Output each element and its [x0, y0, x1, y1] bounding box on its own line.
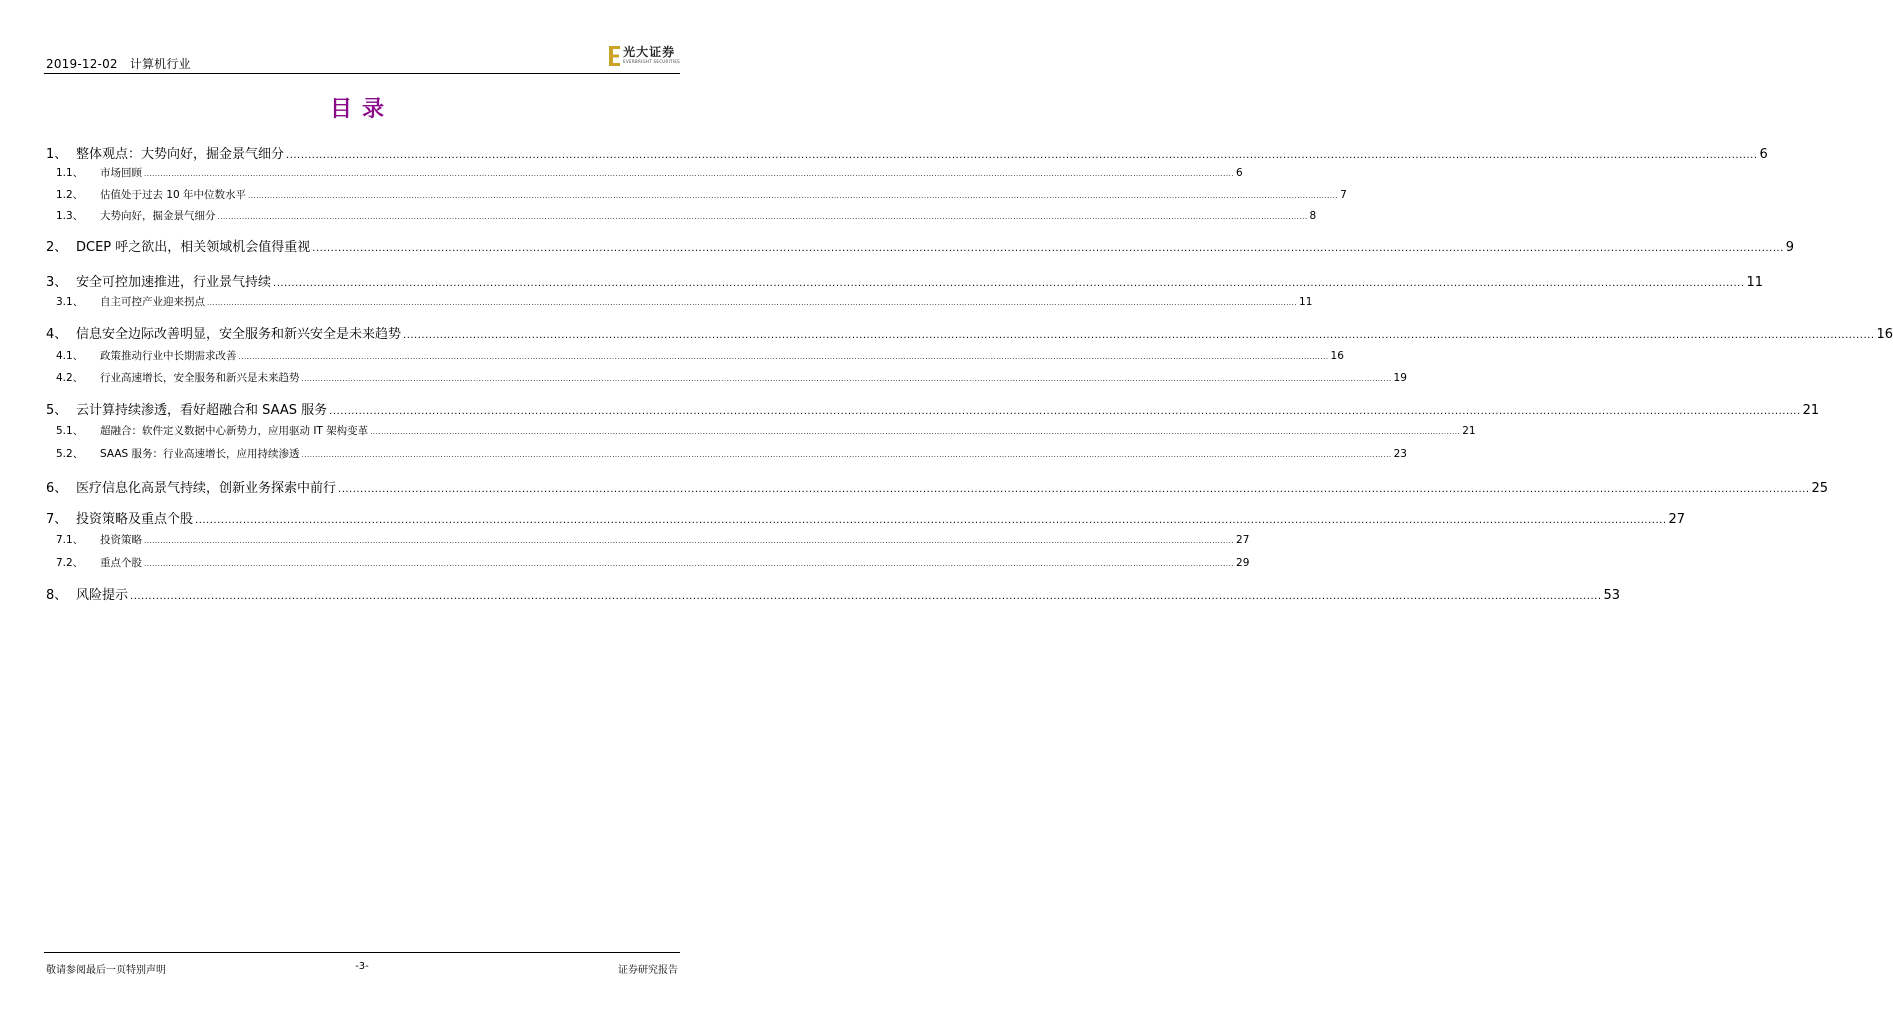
page-footer: [44, 952, 680, 978]
toc-entry-number: 6、: [46, 481, 68, 496]
toc-subentry[interactable]: [44, 532, 1250, 547]
toc-entry-title: 医疗信息化高景气持续，创新业务探索中前行: [76, 481, 337, 496]
toc-entry-page: 27: [1236, 534, 1250, 546]
toc-dot-leader: ................................................................................................................................................................................................................................................................................................................................................................................................................: [312, 243, 1784, 254]
toc-dot-leader: ................................................................................................................................................................................................................................................................................................................................................................................................................: [130, 591, 1602, 602]
toc-entry-title: 超融合：软件定义数据中心新势力，应用驱动 IT 架构变革: [100, 425, 369, 437]
toc-subentry[interactable]: [44, 446, 1407, 461]
toc-dot-leader: ................................................................................................................................................................................................................................................................................................................................................................................................................: [144, 170, 1235, 178]
toc-dot-leader: ................................................................................................................................................................................................................................................................................................................................................................................................................: [329, 406, 1801, 417]
toc-entry-number: 1、: [46, 147, 68, 162]
toc-entry-title: 投资策略: [100, 534, 142, 546]
toc-dot-leader: ................................................................................................................................................................................................................................................................................................................................................................................................................: [144, 537, 1235, 545]
toc-subentry[interactable]: [44, 423, 1476, 438]
toc-entry-number: 5.1、: [56, 425, 84, 437]
toc-dot-leader: ................................................................................................................................................................................................................................................................................................................................................................................................................: [403, 330, 1875, 341]
toc-entry-title: 信息安全边际改善明显，安全服务和新兴安全是未来趋势: [76, 327, 402, 342]
toc-entry-number: 1.1、: [56, 167, 84, 179]
toc-dot-leader: ................................................................................................................................................................................................................................................................................................................................................................................................................: [238, 353, 1329, 361]
toc-entry-page: 6: [1236, 167, 1243, 179]
toc-entry-title: 政策推动行业中长期需求改善: [100, 350, 237, 362]
toc-entry-number: 4.1、: [56, 350, 84, 362]
toc-entry-number: 3.1、: [56, 296, 84, 308]
toc-entry-page: 16: [1330, 350, 1344, 362]
toc-dot-leader: ................................................................................................................................................................................................................................................................................................................................................................................................................: [338, 484, 1810, 495]
toc-entry-number: 7.1、: [56, 534, 84, 546]
company-logo: [609, 46, 680, 68]
toc-entry-page: 53: [1603, 588, 1621, 603]
toc-entry-title: 大势向好，掘金景气细分: [100, 210, 216, 222]
header-divider: [44, 73, 680, 74]
toc-dot-leader: ................................................................................................................................................................................................................................................................................................................................................................................................................: [301, 451, 1392, 459]
toc-entry-number: 5、: [46, 403, 68, 418]
toc-entry-title: 云计算持续渗透，看好超融合和 SAAS 服务: [76, 403, 328, 418]
header-date: 2019-12-02: [46, 57, 118, 71]
toc-entry-number: 1.3、: [56, 210, 84, 222]
toc-entry-page: 27: [1668, 512, 1686, 527]
logo-mark-icon: [609, 46, 620, 66]
toc-entry-number: 1.2、: [56, 189, 84, 201]
toc-subentry[interactable]: [44, 555, 1250, 570]
toc-entry-page: 16: [1876, 327, 1893, 342]
toc-entry-page: 19: [1393, 372, 1407, 384]
page-header: [44, 44, 680, 74]
toc-entry[interactable]: [44, 477, 1829, 496]
toc-entry-page: 21: [1462, 425, 1476, 437]
toc-entry-title: 整体观点：大势向好，掘金景气细分: [76, 147, 285, 162]
toc-entry-title: 估值处于过去 10 年中位数水平: [100, 189, 247, 201]
toc-subentry[interactable]: [44, 165, 1243, 180]
toc-entry[interactable]: [44, 584, 1621, 603]
toc-entry-page: 25: [1811, 481, 1829, 496]
toc-entry-number: 4、: [46, 327, 68, 342]
toc-subentry[interactable]: [44, 187, 1347, 202]
toc-entry-title: 市场回顾: [100, 167, 142, 179]
toc-entry-page: 21: [1802, 403, 1820, 418]
page-number: -3-: [355, 961, 369, 972]
toc-entry-number: 2、: [46, 240, 68, 255]
toc-entry-page: 11: [1746, 275, 1764, 290]
header-text: [46, 55, 191, 72]
toc-dot-leader: ................................................................................................................................................................................................................................................................................................................................................................................................................: [273, 278, 1745, 289]
toc-dot-leader: ................................................................................................................................................................................................................................................................................................................................................................................................................: [195, 515, 1667, 526]
toc-entry[interactable]: [44, 271, 1764, 290]
toc-entry-page: 6: [1759, 147, 1768, 162]
toc-entry-number: 8、: [46, 588, 68, 603]
toc-entry-page: 9: [1785, 240, 1795, 255]
footer-divider: [44, 952, 680, 953]
toc-dot-leader: ................................................................................................................................................................................................................................................................................................................................................................................................................: [207, 299, 1298, 307]
toc-dot-leader: ................................................................................................................................................................................................................................................................................................................................................................................................................: [144, 560, 1235, 568]
toc-entry-number: 3、: [46, 275, 68, 290]
toc-dot-leader: ................................................................................................................................................................................................................................................................................................................................................................................................................: [370, 428, 1461, 436]
toc-entry[interactable]: [44, 236, 1795, 255]
header-industry: 计算机行业: [129, 57, 191, 71]
toc-entry-number: 4.2、: [56, 372, 84, 384]
toc-entry-page: 8: [1309, 210, 1317, 222]
toc-entry-title: 重点个股: [100, 557, 142, 569]
toc-entry-title: DCEP 呼之欲出，相关领域机会值得重视: [76, 240, 311, 255]
toc-entry-title: 行业高速增长，安全服务和新兴是未来趋势: [100, 372, 300, 384]
logo-subtitle: EVERBRIGHT SECURITIES: [623, 59, 680, 64]
toc-entry-title: 风险提示: [76, 588, 129, 603]
footer-disclaimer: 敬请参阅最后一页特别声明: [46, 965, 166, 976]
toc-subentry[interactable]: [44, 208, 1317, 223]
toc-entry[interactable]: [44, 399, 1820, 418]
toc-entry-title: 安全可控加速推进，行业景气持续: [76, 275, 272, 290]
toc-dot-leader: ................................................................................................................................................................................................................................................................................................................................................................................................................: [217, 213, 1308, 221]
toc-subentry[interactable]: [44, 294, 1313, 309]
toc-entry-page: 11: [1299, 296, 1313, 308]
toc-dot-leader: ................................................................................................................................................................................................................................................................................................................................................................................................................: [248, 192, 1339, 200]
logo-name: 光大证券: [623, 45, 676, 59]
toc-entry-number: 7、: [46, 512, 68, 527]
toc-subentry[interactable]: [44, 370, 1407, 385]
toc-entry-title: 投资策略及重点个股: [76, 512, 194, 527]
toc-entry[interactable]: [44, 323, 1893, 342]
toc-dot-leader: ................................................................................................................................................................................................................................................................................................................................................................................................................: [286, 150, 1758, 161]
toc-entry-title: 自主可控产业迎来拐点: [100, 296, 205, 308]
footer-report-type: 证券研究报告: [618, 965, 678, 976]
toc-dot-leader: ................................................................................................................................................................................................................................................................................................................................................................................................................: [301, 375, 1392, 383]
toc-entry-number: 7.2、: [56, 557, 84, 569]
toc-entry-number: 5.2、: [56, 448, 84, 460]
toc-title: 目录: [329, 96, 394, 122]
toc-entry-page: 29: [1236, 557, 1250, 569]
toc-subentry[interactable]: [44, 348, 1344, 363]
toc-entry-page: 7: [1340, 189, 1347, 201]
toc-entry-title: SAAS 服务：行业高速增长，应用持续渗透: [100, 448, 300, 460]
toc-entry[interactable]: [44, 143, 1768, 162]
toc-entry[interactable]: [44, 508, 1686, 527]
toc-entry-page: 23: [1393, 448, 1407, 460]
